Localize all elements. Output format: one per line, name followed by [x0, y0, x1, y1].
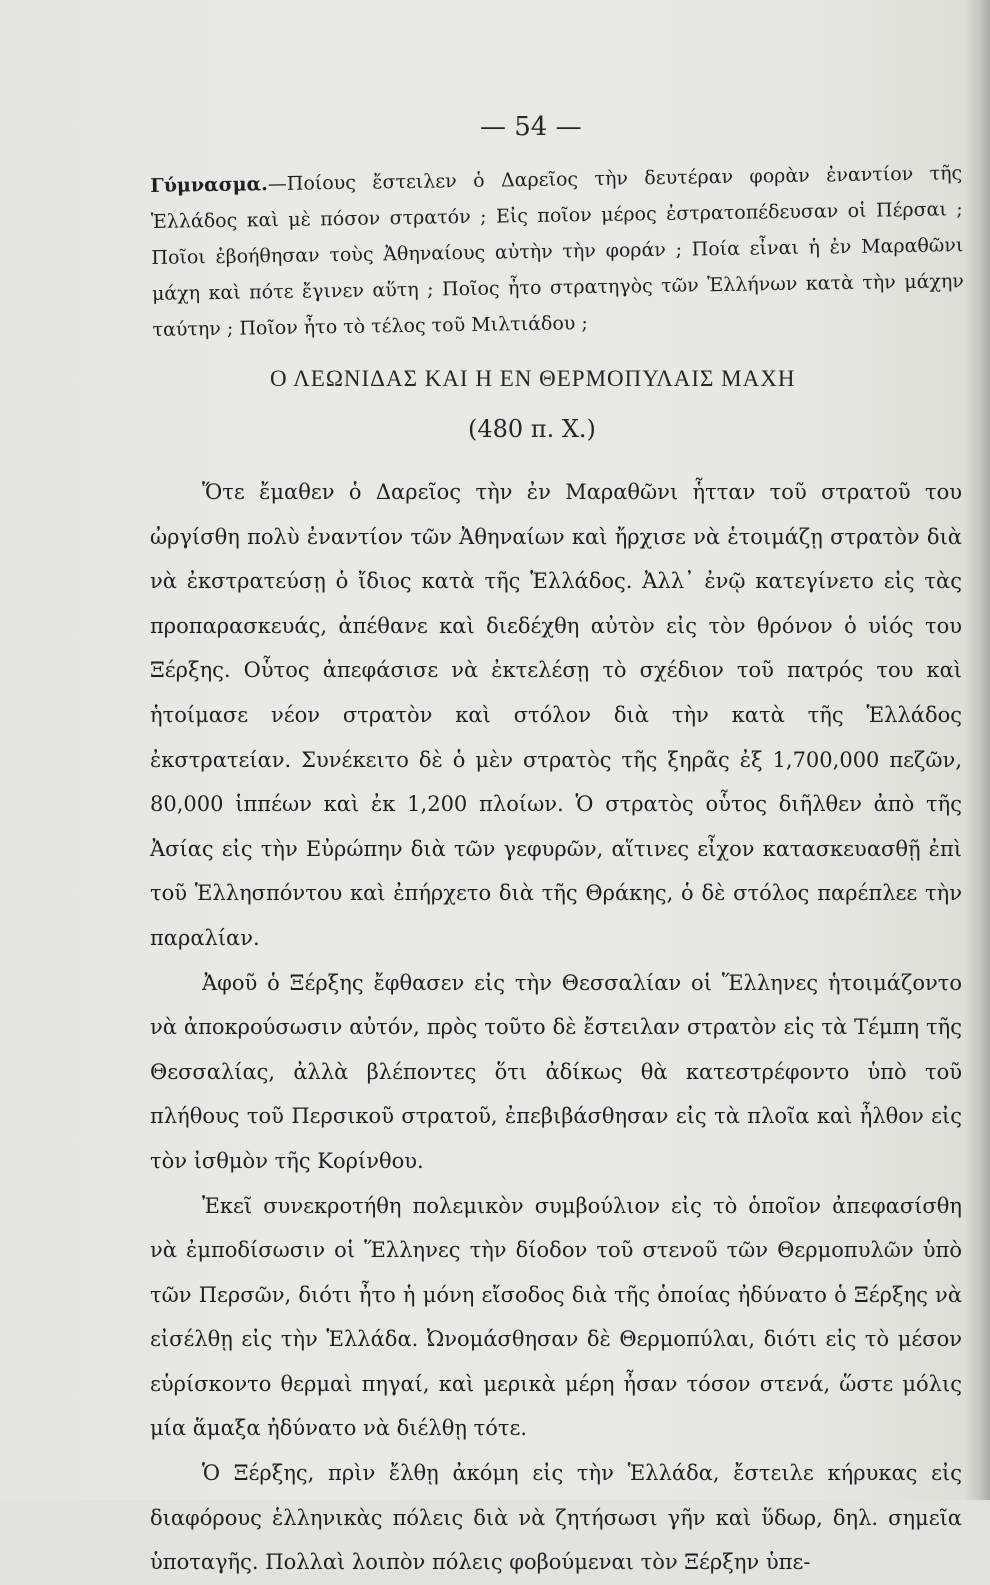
paragraph: Ὅτε ἔμαθεν ὁ Δαρεῖος τὴν ἐν Μαραθῶνι ἧτταν τοῦ στρατοῦ του ὠργίσθη πολὺ ἐναντίον τῶν Ἀθηναίων καὶ ἤρχισε νὰ ἑτοιμάζῃ στρατὸν διὰ νὰ ἐκστρατεύσῃ ὁ ἴδιος κατὰ τῆς Ἑλλάδος. Ἀλλ᾽ ἐνῷ κατεγίνετο εἰς τὰς προπαρασκευάς, ἀπέθανε καὶ διεδέχθη αὐτὸν εἰς τὸν θρόνον ὁ υἱός του Ξέρξης. Οὗτος ἀπεφάσισε νὰ ἐκτελέσῃ τὸ σχέδιον τοῦ πατρός του καὶ ἡτοίμασε νέον στρατὸν καὶ στόλον διὰ τὴν κατὰ τῆς Ἑλλάδος ἐκστρατείαν. Συνέκειτο δὲ ὁ μὲν στρατὸς τῆς ξηρᾶς ἐξ 1,700,000 πεζῶν, 80,000 ἱππέων καὶ ἐκ 1,200 πλοίων. Ὁ στρατὸς οὗτος διῆλθεν ἀπὸ τῆς Ἀσίας εἰς τὴν Εὐρώπην διὰ τῶν γεφυρῶν, αἵτινες εἶχον κατασκευασθῇ ἐπὶ τοῦ Ἑλλησπόντου καὶ ἐπήρχετο διὰ τῆς Θράκης, ὁ δὲ στόλος παρέπλεε τὴν παραλίαν.: [150, 480, 962, 950]
binding-shadow: [964, 0, 990, 1500]
chapter-date: (480 π. Χ.): [468, 415, 596, 443]
paragraph: Ὁ Ξέρξης, πρὶν ἔλθῃ ἀκόμη εἰς τὴν Ἑλλάδα, ἔστειλε κήρυκας εἰς διαφόρους ἑλληνικὰς πόλεις διὰ νὰ ζητήσωσι γῆν καὶ ὕδωρ, δηλ. σημεῖα ὑποταγῆς. Πολλαὶ λοιπὸν πόλεις φοβούμεναι τὸν Ξέρξην ὑπε-: [150, 1461, 962, 1575]
exercise-text: —Ποίους ἔστειλεν ὁ Δαρεῖος τὴν δευτέραν φορὰν ἐναντίον τῆς Ἑλλάδος καὶ μὲ πόσον στρατόν ; Εἰς ποῖον μέρος ἐστρατοπέδευσαν οἱ Πέρσαι ; Ποῖοι ἐβοήθησαν τοὺς Ἀθηναίους αὐτὴν τὴν φοράν ; Ποία εἶναι ἡ ἐν Μαραθῶνι μάχη καὶ πότε ἔγινεν αὕτη ; Ποῖος ἦτο στρατηγὸς τῶν Ἑλλήνων κατὰ τὴν μάχην ταύτην ; Ποῖον ἦτο τὸ τέλος τοῦ Μιλτιάδου ;: [150, 162, 965, 341]
chapter-heading: Ο ΛΕΩΝΙΔΑΣ ΚΑΙ Η ΕΝ ΘΕΡΜΟΠΥΛΑΙΣ ΜΑΧΗ: [270, 366, 796, 391]
exercise-label: Γύμνασμα.: [150, 173, 268, 197]
exercise-block: [150, 155, 965, 348]
page-number: — 54 —: [480, 112, 582, 142]
paragraph: Ἀφοῦ ὁ Ξέρξης ἔφθασεν εἰς τὴν Θεσσαλίαν οἱ Ἕλληνες ἡτοιμάζοντο νὰ ἀποκρούσωσιν αὐτόν, πρὸς τοῦτο δὲ ἔστειλαν στρατὸν εἰς τὰ Τέμπη τῆς Θεσσαλίας, ἀλλὰ βλέποντες ὅτι ἀδίκως θὰ κατεστρέφοντο ὑπὸ τοῦ πλήθους τοῦ Περσικοῦ στρατοῦ, ἐπεβιβάσθησαν εἰς τὰ πλοῖα καὶ ἦλθον εἰς τὸν ἰσθμὸν τῆς Κορίνθου.: [150, 970, 962, 1173]
body-text: [150, 470, 962, 1585]
paragraph: Ἐκεῖ συνεκροτήθη πολεμικὸν συμβούλιον εἰς τὸ ὁποῖον ἀπεφασίσθη νὰ ἐμποδίσωσιν οἱ Ἕλληνες τὴν δίοδον τοῦ στενοῦ τῶν Θερμοπυλῶν ὑπὸ τῶν Περσῶν, διότι ἦτο ἡ μόνη εἴσοδος διὰ τῆς ὁποίας ἠδύνατο ὁ Ξέρξης νὰ εἰσέλθῃ εἰς τὴν Ἑλλάδα. Ὠνομάσθησαν δὲ Θερμοπύλαι, διότι εἰς τὸ μέσον εὑρίσκοντο θερμαὶ πηγαί, καὶ μερικὰ μέρη ἦσαν τόσον στενά, ὥστε μόλις μία ἅμαξα ἠδύνατο νὰ διέλθῃ τότε.: [150, 1193, 962, 1441]
